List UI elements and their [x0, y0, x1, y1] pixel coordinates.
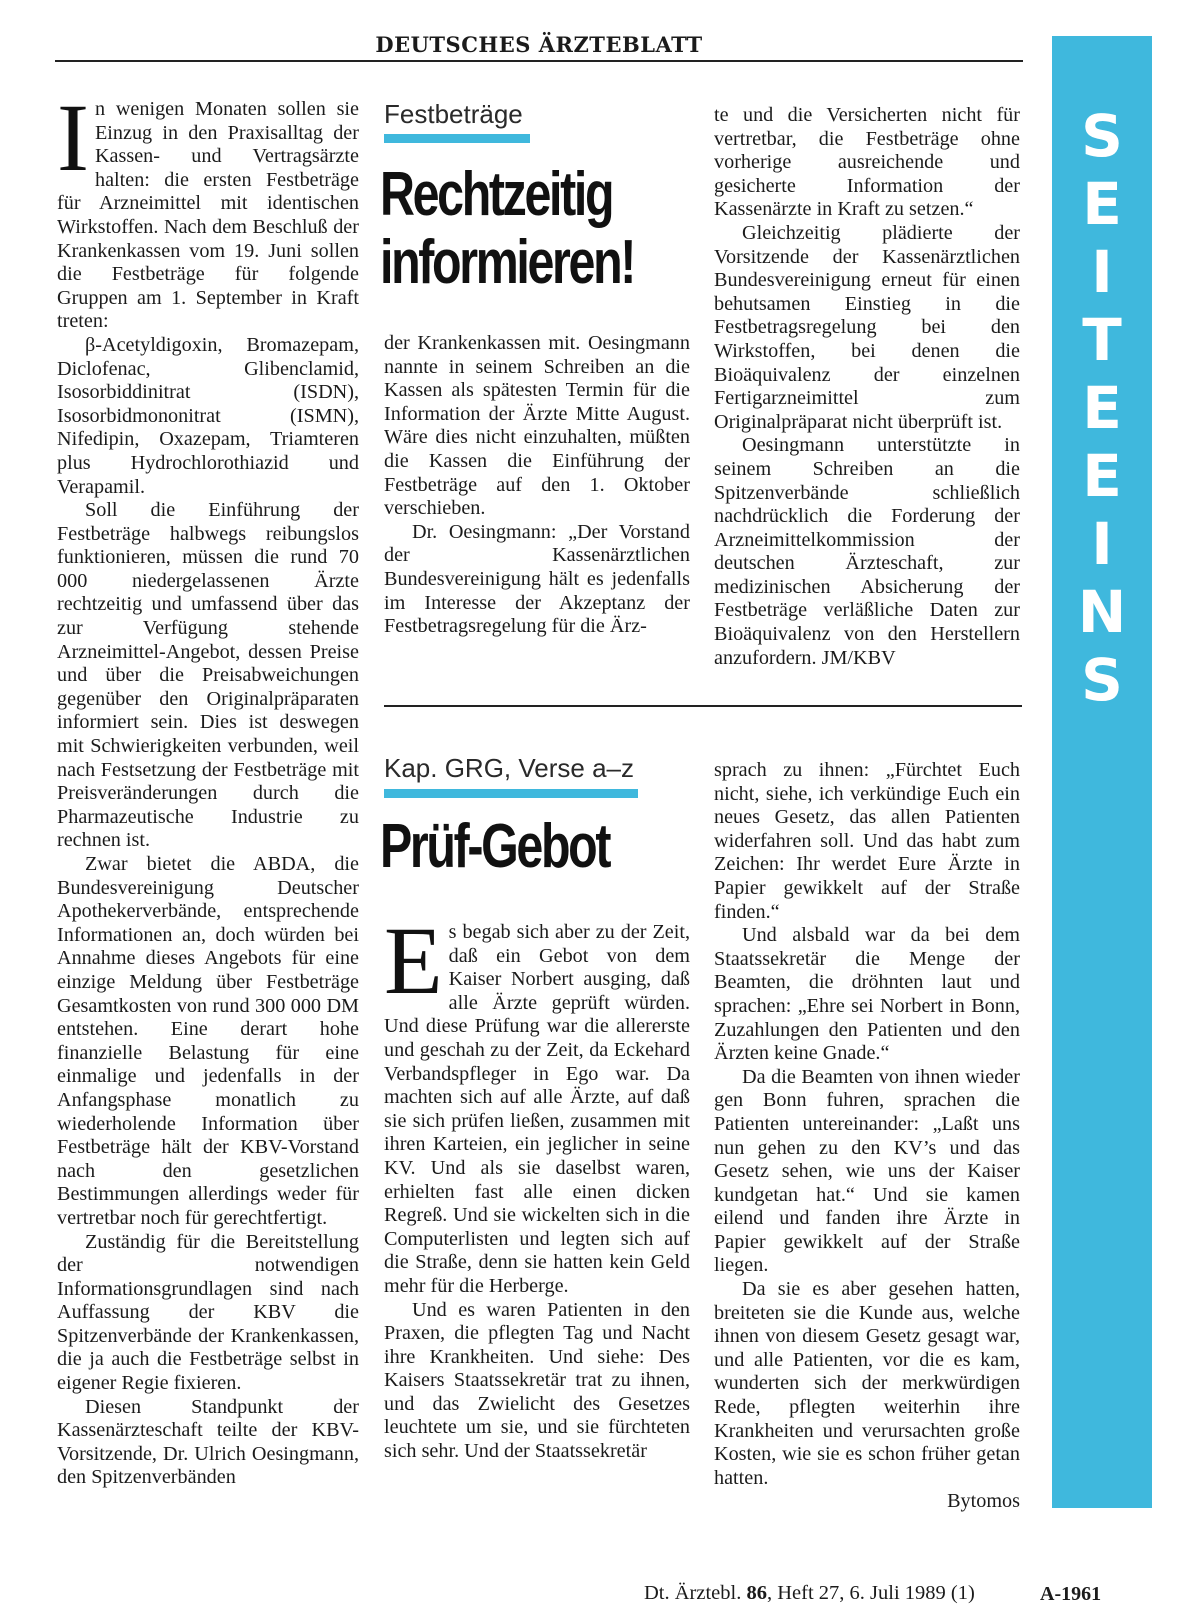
- article1-headline-line1: Rechtzeitig: [380, 160, 613, 229]
- masthead-rule: [55, 60, 1023, 62]
- sidebar-letter: E: [1082, 374, 1122, 442]
- sidebar-letter: E: [1082, 170, 1122, 238]
- article-separator-rule: [384, 705, 1022, 707]
- paragraph: Da die Beamten von ihnen wieder gen Bonn fuhren, sprachen die Patienten untereinander: „Laßt uns nun gehen zu den KV’s und das Gesetz sehen, wie uns der Kaiser kundgetan hat.“ Und sie kamen eilend und fanden ihre Ärzte in Papier gewikkelt auf der Straße liegen.: [714, 1065, 1020, 1277]
- sidebar-letter: I: [1091, 510, 1113, 578]
- dropcap-e: E: [384, 907, 443, 1014]
- paragraph: β-Acetyldigoxin, Bromazepam, Diclofenac, Glibenclamid, Isosorbiddinitrat (ISDN), Isosorbidmononitrat (ISMN), Nifedipin, Oxazepam, Triamteren plus Hydrochlorothiazid und Verapamil.: [57, 333, 359, 498]
- article1-column-3: [714, 104, 1020, 670]
- footer-volume: 86: [746, 1582, 767, 1604]
- sidebar-letter: E: [1082, 442, 1122, 510]
- article1-headline-line2: informieren!: [380, 228, 635, 297]
- sidebar-letter: I: [1091, 238, 1113, 306]
- article2-headline: Prüf-Gebot: [380, 812, 610, 881]
- page-number: A-1961: [1040, 1583, 1102, 1605]
- article2-column-3: [714, 759, 1020, 1514]
- article2-column-2: [384, 907, 690, 1464]
- sidebar-letter: S: [1081, 646, 1123, 714]
- footer-citation: [644, 1582, 975, 1605]
- paragraph: Diesen Standpunkt der Kassenärzteschaft teilte der KBV-Vorsitzende, Dr. Ulrich Oesingmann, den Spitzenverbänden: [57, 1395, 359, 1489]
- paragraph: Und es waren Patienten in den Praxen, die pflegten Tag und Nacht ihre Krankheiten. Und siehe: Des Kaisers Staatssekretär trat zu ihnen, und das Zwielicht des Gesetzes leuchtete um sie, und sie fürchteten sich sehr. Und der Staatssekretär: [384, 1298, 690, 1463]
- sidebar-letter: N: [1077, 578, 1127, 646]
- paragraph: der Krankenkassen mit. Oesingmann nannte in seinem Schreiben an die Kassen als spätesten Termin für die Information der Ärzte Mitte August. Wäre dies nicht einzuhalten, müßten die Kassen die Einführung der Festbeträge auf den 1. Oktober verschieben.: [384, 332, 690, 520]
- footer-issue: , Heft 27, 6. Juli 1989 (1): [766, 1582, 975, 1604]
- paragraph: Dr. Oesingmann: „Der Vorstand der Kassenärztlichen Bundesvereinigung hält es jedenfalls im Interesse der Akzeptanz der Festbetragsregelung für die Ärz-: [384, 520, 690, 638]
- paragraph: te und die Versicherten nicht für vertretbar, die Festbeträge ohne vorherige ausreichende und gesicherte Information der Kassenärzte in Kraft zu setzen.“: [714, 104, 1020, 221]
- paragraph: Oesingmann unterstützte in seinem Schreiben an die Spitzenverbände schließlich nachdrücklich die Forderung der Arzneimittelkommission der deutschen Ärzteschaft, zur medizinischen Absicherung der Festbeträge verläßliche Daten zur Bioäquivalenz von den Herstellern anzufordern. JM/KBV: [714, 434, 1020, 669]
- dropcap-i: I: [57, 84, 89, 191]
- article1-kicker-bar: [384, 134, 530, 143]
- paragraph: Gleichzeitig plädierte der Vorsitzende der Kassenärztlichen Bundesvereinigung erneut für einen behutsamen Einstieg in die Festbetragsregelung bei den Wirkstoffen, bei denen die Bioäquivalenz der einzelnen Fertigarzneimittel zum Originalpräparat nicht überprüft ist.: [714, 221, 1020, 433]
- paragraph: s begab sich aber zu der Zeit, daß ein Gebot von dem Kaiser Norbert ausging, daß alle Ärzte geprüft würden. Und diese Prüfung war die allererste und geschah zu der Zeit, da Eckehard Verbandspfleger in Ego war. Da machten sich auf alle Ärzte, auf daß sie sich prüfen ließen, zusammen mit ihren Karteien, ein jeglicher in seine KV. Und als sie daselbst waren, erhielten fast alle einen dicken Regreß. Und sie wickelten sich in die Computerlisten und legten sich auf die Straße, denn sie hatten kein Geld mehr für die Herberge.: [384, 921, 690, 1297]
- column-1: [57, 84, 359, 1490]
- paragraph: Zuständig für die Bereitstellung der notwendigen Informationsgrundlagen sind nach Auffassung der KBV die Spitzenverbände der Krankenkassen, die ja auch die Festbeträge selbst in eigener Regie fixieren.: [57, 1230, 359, 1395]
- article2-kicker-bar: [384, 789, 638, 798]
- paragraph: n wenigen Monaten sollen sie Einzug in den Praxisalltag der Kassen- und Vertragsärzte halten: die ersten Festbeträge für Arzneimittel mit identischen Wirkstoffen. Nach dem Beschluß der Krankenkassen vom 19. Juni sollen die Festbeträge für folgende Gruppen am 1. September in Kraft treten:: [57, 98, 359, 333]
- paragraph: Zwar bietet die ABDA, die Bundesvereinigung Deutscher Apothekerverbände, entsprechende Informationen an, doch würden bei Annahme dieses Angebots für eine einzige Meldung über Festbeträge Gesamtkosten von rund 300 000 DM entstehen. Eine derart hohe finanzielle Belastung für eine einmalige und jedenfalls in der Anfangsphase monatlich zu wiederholende Information über Festbeträge hält der KBV-Vorstand nach den gesetzlichen Bestimmungen allerdings weder für vertretbar noch für gerechtfertigt.: [57, 853, 359, 1229]
- sidebar-letter: T: [1082, 306, 1122, 374]
- paragraph: Da sie es aber gesehen hatten, breiteten sie die Kunde aus, welche ihnen von diesem Gesetz gesagt war, und alle Patienten, vor die es kam, wunderten sich der merkwürdigen Rede, pflegten weiterhin ihre Krankheiten und verursachten große Kosten, wie sie es schon früher getan hatten.: [714, 1278, 1020, 1489]
- masthead: DEUTSCHES ÄRZTEBLATT: [375, 32, 703, 57]
- article1-column-2: [384, 332, 690, 639]
- paragraph: sprach zu ihnen: „Fürchtet Euch nicht, siehe, ich verkündige Euch ein neues Gesetz, das allen Patienten widerfahren soll. Und das habt zum Zeichen: Ihr werdet Eure Ärzte in Papier gewikkelt auf der Straße finden.“: [714, 759, 1020, 923]
- article1-kicker: Festbeträge: [384, 99, 523, 129]
- article2-kicker: Kap. GRG, Verse a–z: [384, 753, 635, 783]
- author-signature: Bytomos: [947, 1490, 1020, 1513]
- paragraph: Soll die Einführung der Festbeträge halbwegs reibungslos funktionieren, müssen die rund 70 000 niedergelassenen Ärzte rechtzeitig und umfassend über das zur Verfügung stehende Arzneimittel-Angebot, dessen Preise und über die Preisabweichungen gegenüber den Originalpräparaten informiert sein. Dies ist deswegen mit Schwierigkeiten verbunden, weil nach Festsetzung der Festbeträge mit Preisveränderungen durch die Pharmazeutische Industrie zu rechnen ist.: [57, 499, 359, 852]
- paragraph: Und alsbald war da bei dem Staatssekretär die Menge der Beamten, die dröhnten laut und sprachen: „Ehre sei Norbert in Bonn, Zuzahlungen den Patienten und den Ärzten keine Gnade.“: [714, 924, 1020, 1065]
- sidebar-letter: S: [1081, 102, 1123, 170]
- footer-journal: Dt. Ärztebl.: [644, 1582, 742, 1604]
- sidebar-letters: [1052, 102, 1152, 714]
